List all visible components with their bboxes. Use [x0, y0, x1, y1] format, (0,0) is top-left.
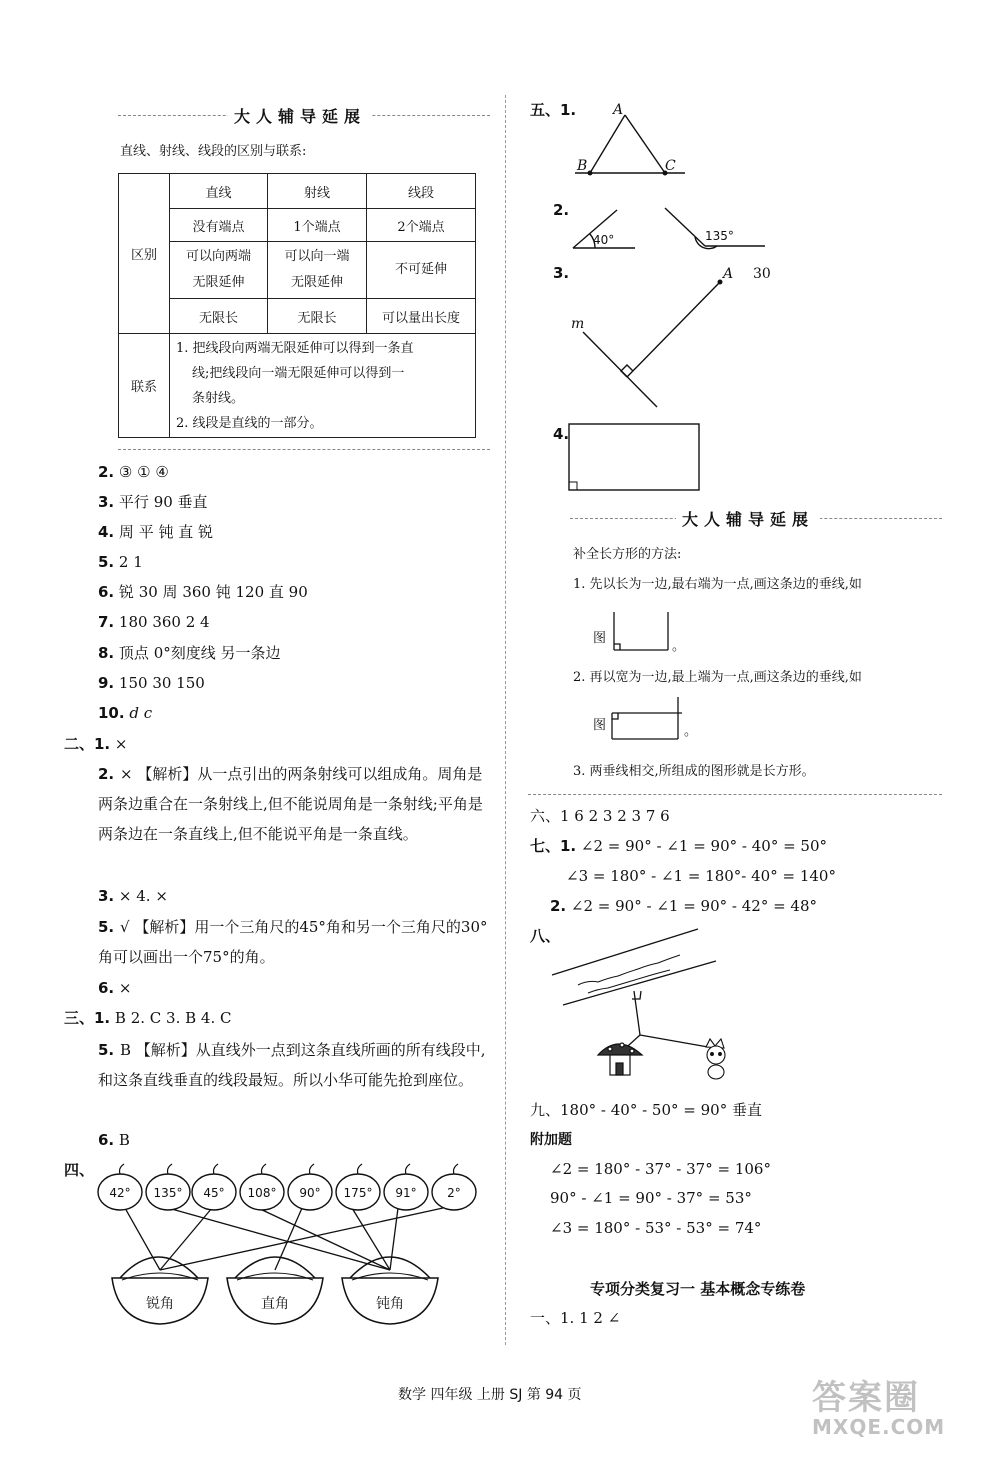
sec7-1a: 七、1. ∠2 = 90° - ∠1 = 90° - 40° = 50° — [530, 837, 828, 855]
table-cell: 2个端点 — [367, 209, 476, 242]
column-divider — [505, 95, 506, 1345]
review-first: 一、1. 1 2 ∠ — [530, 1309, 621, 1327]
apple-label: 90° — [299, 1186, 321, 1200]
method-step: 2. 再以宽为一边,最上端为一点,画这条边的垂线,如 — [573, 670, 862, 685]
table-cell: 可以向一端 无限延伸 — [268, 242, 367, 299]
sec4-label: 四、 — [64, 1161, 95, 1179]
basket-label: 钝角 — [376, 1296, 404, 1312]
apple-label: 91° — [395, 1186, 417, 1200]
table-cell: 1个端点 — [268, 209, 367, 242]
section-title: 大人辅导延展 — [228, 104, 372, 127]
apple-label: 42° — [109, 1186, 131, 1200]
divider — [118, 449, 490, 450]
svg-text:C: C — [665, 158, 676, 174]
row-label-link: 联系 — [119, 334, 170, 438]
sec2-q1: 二、1. × — [64, 735, 128, 753]
svg-text:。: 。 — [672, 639, 686, 654]
review-title: 专项分类复习一 基本概念专练卷 — [590, 1280, 806, 1298]
sec3-q5: B 【解析】从直线外一点到这条直线所画的所有线段中,和这条直线垂直的线段最短。所以小华可能先抢到座位。 — [98, 1041, 486, 1089]
svg-text:A: A — [613, 102, 624, 118]
sec8-label: 八、 — [530, 927, 561, 945]
q4-label: 4. — [553, 425, 570, 443]
step1-figure — [610, 610, 686, 655]
watermark-logo — [812, 1370, 982, 1450]
extra-line: 90° - ∠1 = 90° - 37° = 53° — [550, 1189, 752, 1207]
sec2-q5: √ 【解析】用一个三角尺的45°角和另一个三角尺的30°角可以画出一个75°的角。 — [98, 918, 488, 966]
basket-label: 锐角 — [146, 1296, 174, 1312]
sec3-num: 5. — [98, 1041, 115, 1059]
basket-label: 直角 — [261, 1296, 289, 1312]
intro-text: 直线、射线、线段的区别与联系: — [120, 144, 307, 159]
step2-figure — [608, 695, 698, 745]
header-cell: 射线 — [268, 174, 367, 209]
river-figure — [548, 925, 748, 1095]
sec2-q34: 3. × 4. × — [98, 887, 168, 905]
q3-label: 3. — [553, 264, 570, 282]
sec9: 九、180° - 40° - 50° = 90° 垂直 — [530, 1101, 762, 1119]
link-cell: 1. 把线段向两端无限延伸可以得到一条直 线;把线段向一端无限延伸可以得到一 条射线。 2. 线段是直线的一部分。 — [170, 334, 476, 438]
svg-text:A: A — [723, 266, 734, 282]
sec3-q1: 三、1. B 2. C 3. B 4. C — [64, 1009, 232, 1027]
sec3-q6: 6. B — [98, 1131, 130, 1149]
rectangle-figure — [565, 420, 705, 495]
svg-text:。: 。 — [684, 724, 698, 739]
sec2-num: 5. — [98, 918, 115, 936]
sec2-q2: × 【解析】从一点引出的两条射线可以组成角。周角是两条边重合在一条射线上,但不能说周角是一条射线;平角是两条边在一条直线上,但不能说平角是一条直线。 — [98, 765, 483, 843]
apple-label: 2° — [447, 1186, 461, 1200]
sec2-q6: 6. × — [98, 979, 132, 997]
watermark-top: 答案圈 — [812, 1378, 920, 1418]
header-cell: 直线 — [170, 174, 268, 209]
page-footer: 数学 四年级 上册 SJ 第 94 页 — [398, 1387, 582, 1403]
apple-label: 175° — [343, 1186, 373, 1200]
table-cell: 可以向两端 无限延伸 — [170, 242, 268, 299]
table-cell: 无限长 — [170, 299, 268, 334]
apple-label: 108° — [247, 1186, 277, 1200]
comparison-table — [118, 173, 476, 438]
method-step: 3. 两垂线相交,所组成的图形就是长方形。 — [573, 764, 815, 779]
sec7-2: 2. ∠2 = 90° - ∠1 = 90° - 42° = 48° — [550, 897, 818, 915]
svg-text:40°: 40° — [593, 233, 615, 247]
table-cell: 没有端点 — [170, 209, 268, 242]
perpendicular-figure — [565, 262, 795, 412]
table-cell: 不可延伸 — [367, 242, 476, 299]
sec2-num: 2. — [98, 765, 115, 783]
apple-label: 45° — [203, 1186, 225, 1200]
svg-text:135°: 135° — [705, 229, 734, 243]
link-line — [390, 1208, 398, 1270]
q2-label: 2. — [553, 201, 570, 219]
sec6: 六、1 6 2 3 2 3 7 6 — [530, 807, 670, 825]
svg-text:m: m — [571, 316, 585, 332]
sec7-1b: ∠3 = 180° - ∠1 = 180°- 40° = 140° — [566, 867, 836, 885]
section-title: 大人辅导延展 — [676, 507, 820, 530]
fig-label: 图 — [593, 718, 607, 733]
svg-text:B: B — [577, 158, 588, 174]
svg-text:30: 30 — [753, 266, 771, 282]
method-title: 补全长方形的方法: — [573, 547, 682, 562]
extra-line: ∠3 = 180° - 53° - 53° = 74° — [550, 1219, 762, 1237]
basket-handle — [235, 1257, 315, 1278]
method-step: 1. 先以长为一边,最右端为一点,画这条边的垂线,如 — [573, 577, 862, 592]
header-cell: 线段 — [367, 174, 476, 209]
table-cell: 无限长 — [268, 299, 367, 334]
triangle-figure — [565, 100, 695, 185]
table-cell: 可以量出长度 — [367, 299, 476, 334]
extra-line: ∠2 = 180° - 37° - 37° = 106° — [550, 1160, 771, 1178]
extra-title: 附加题 — [530, 1132, 572, 1148]
watermark-bottom: MXQE.COM — [812, 1415, 946, 1439]
divider — [528, 794, 942, 795]
fig-label: 图 — [593, 631, 607, 646]
angle-figure — [565, 200, 785, 260]
apple-label: 135° — [153, 1186, 183, 1200]
apple-basket-diagram — [90, 1160, 490, 1335]
sec5-label: 五、1. — [530, 101, 577, 119]
row-label-diff: 区别 — [119, 174, 170, 334]
